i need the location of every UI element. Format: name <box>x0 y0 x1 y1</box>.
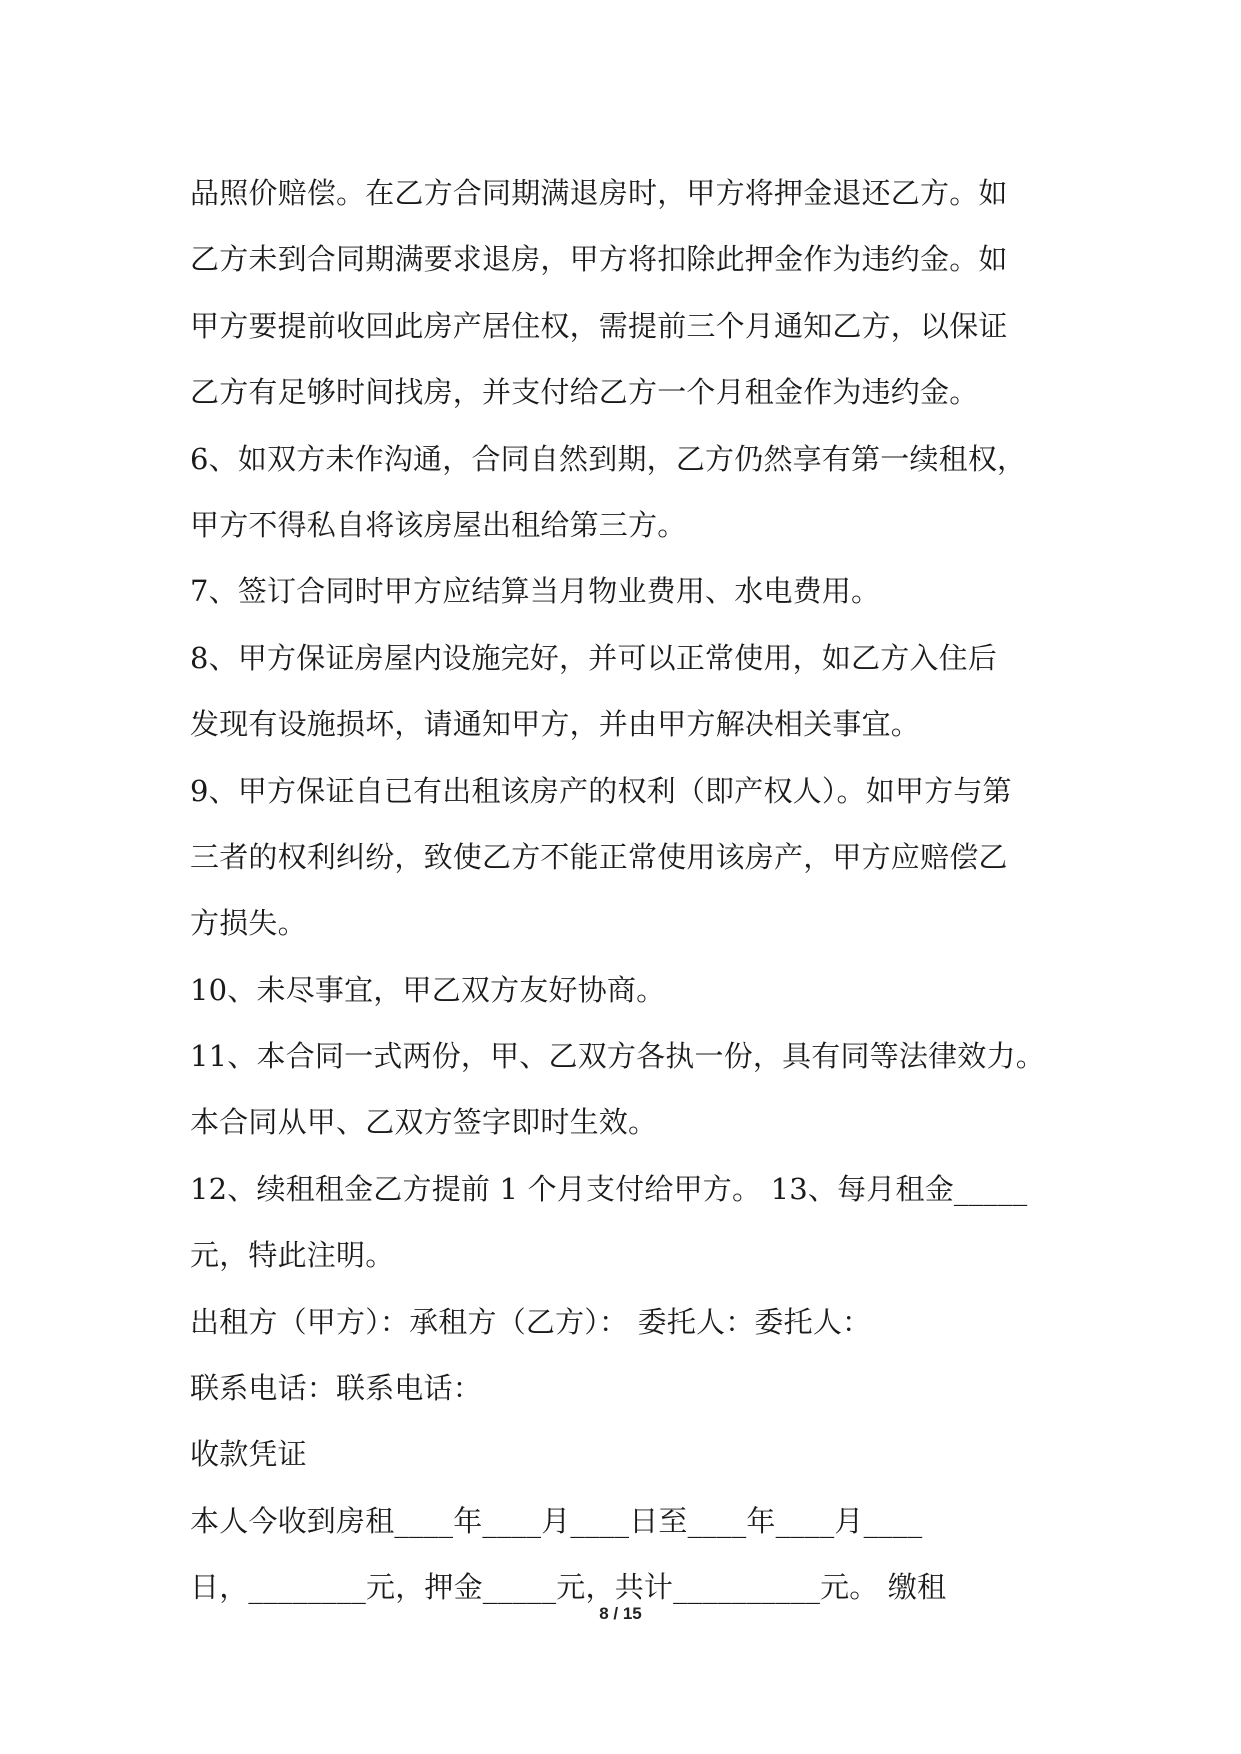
clause-7: 7、签订合同时甲方应结算当月物业费用、水电费用。 <box>190 574 881 609</box>
signature-parties: 出租方（甲方）：承租方（乙方）： 委托人：委托人： <box>190 1304 872 1339</box>
text-line: 甲方要提前收回此房产居住权，需提前三个月通知乙方，以保证 <box>190 308 1008 343</box>
receipt-title: 收款凭证 <box>190 1437 307 1472</box>
receipt-line: 本人今收到房租____年____月____日至____年____月____ <box>190 1503 923 1538</box>
text-line: 方损失。 <box>190 906 307 941</box>
receipt-line: 日，________元，押金_____元，共计__________元。 缴租 <box>190 1570 947 1605</box>
text-line: 本合同从甲、乙双方签字即时生效。 <box>190 1105 658 1140</box>
contact-phones: 联系电话：联系电话： <box>190 1371 483 1406</box>
text-line: 乙方有足够时间找房，并支付给乙方一个月租金作为违约金。 <box>190 375 979 410</box>
text-line: 发现有设施损坏，请通知甲方，并由甲方解决相关事宜。 <box>190 707 921 742</box>
clause-12: 12、续租租金乙方提前 1 个月支付给甲方。 13、每月租金_____ <box>190 1171 1028 1206</box>
contract-body <box>190 160 1070 1621</box>
clause-9: 9、甲方保证自已有出租该房产的权利（即产权人）。如甲方与第 <box>190 773 1012 808</box>
clause-10: 10、未尽事宜，甲乙双方友好协商。 <box>190 972 666 1007</box>
text-line: 三者的权利纠纷，致使乙方不能正常使用该房产，甲方应赔偿乙 <box>190 839 1008 874</box>
text-line: 甲方不得私自将该房屋出租给第三方。 <box>190 507 687 542</box>
page-number: 8 / 15 <box>599 1604 642 1623</box>
text-line: 元，特此注明。 <box>190 1238 395 1273</box>
text-line: 乙方未到合同期满要求退房，甲方将扣除此押金作为违约金。如 <box>190 242 1008 277</box>
text-line: 品照价赔偿。在乙方合同期满退房时，甲方将押金退还乙方。如 <box>190 176 1008 210</box>
clause-6: 6、如双方未作沟通，合同自然到期，乙方仍然享有第一续租权， <box>190 441 1027 476</box>
clause-11: 11、本合同一式两份，甲、乙双方各执一份，具有同等法律效力。 <box>190 1039 1045 1074</box>
clause-8: 8、甲方保证房屋内设施完好，并可以正常使用，如乙方入住后 <box>190 640 998 675</box>
